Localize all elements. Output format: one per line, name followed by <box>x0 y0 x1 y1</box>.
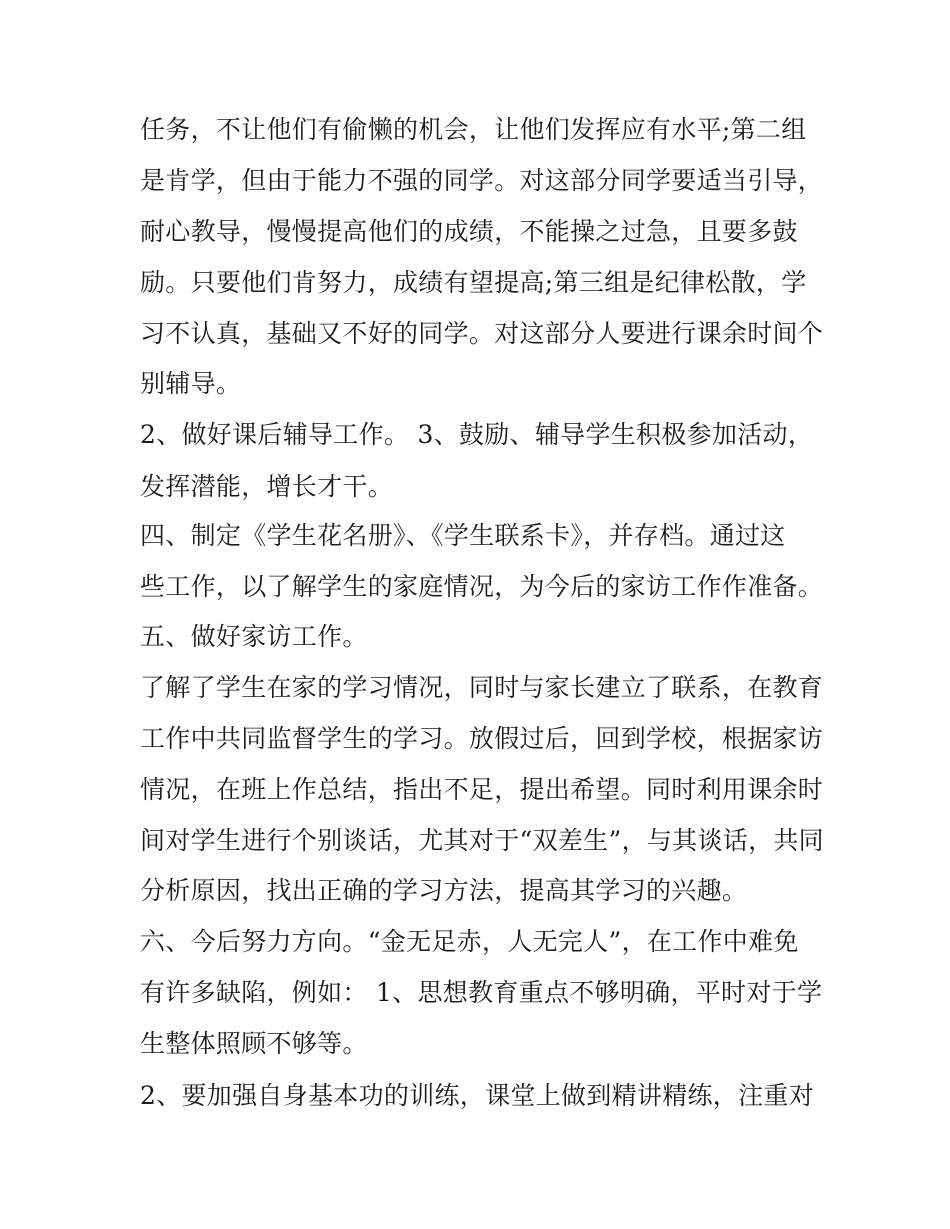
text-line: 生整体照顾不够等。 <box>140 1029 368 1058</box>
text-line: 2、做好课后辅导工作。 3、鼓励、辅导学生积极参加活动， <box>140 420 814 449</box>
text-line: 别辅导。 <box>140 369 242 398</box>
text-line: 2、要加强自身基本功的训练，课堂上做到精讲精练，注重对 <box>140 1081 815 1110</box>
text-line: 习不认真，基础又不好的同学。对这部分人要进行课余时间个 <box>140 319 824 348</box>
text-line: 些工作，以了解学生的家庭情况，为今后的家访工作作准备。 <box>140 572 824 601</box>
text-line: 六、今后努力方向。“金无足赤，人无完人”，在工作中难免 <box>140 927 799 956</box>
text-line: 了解了学生在家的学习情况，同时与家长建立了联系，在教育 <box>140 673 824 702</box>
text-line: 间对学生进行个别谈话，尤其对于“双差生”，与其谈话，共同 <box>140 826 824 855</box>
text-line: 情况，在班上作总结，指出不足，提出希望。同时利用课余时 <box>140 775 824 804</box>
text-line: 励。只要他们肯努力，成绩有望提高;第三组是纪律松散，学 <box>140 268 807 297</box>
text-line: 发挥潜能，增长才干。 <box>140 472 394 501</box>
text-line: 有许多缺陷，例如： 1、思想教育重点不够明确，平时对于学 <box>140 978 823 1007</box>
text-line: 四、制定《学生花名册》、《学生联系卡》，并存档。通过这 <box>140 521 786 550</box>
text-line: 工作中共同监督学生的学习。放假过后，回到学校，根据家访 <box>140 724 824 753</box>
text-line: 五、做好家访工作。 <box>140 622 368 651</box>
text-line: 任务，不让他们有偷懒的机会，让他们发挥应有水平;第二组 <box>140 115 807 144</box>
text-line: 分析原因，找出正确的学习方法，提高其学习的兴趣。 <box>140 876 748 905</box>
text-line: 耐心教导，慢慢提高他们的成绩，不能操之过急，且要多鼓 <box>140 217 798 246</box>
text-line: 是肯学，但由于能力不强的同学。对这部分同学要适当引导， <box>140 166 824 195</box>
